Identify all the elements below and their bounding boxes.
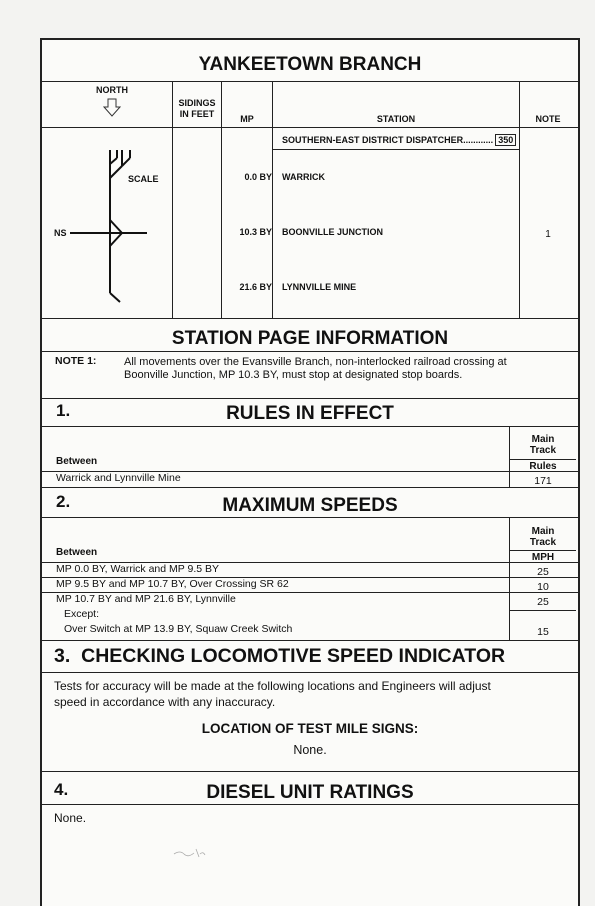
note-header: NOTE xyxy=(535,114,561,124)
speeds-except-value: 15 xyxy=(537,626,549,638)
sidings-header-line2: IN FEET xyxy=(179,109,215,119)
locomotive-text xyxy=(54,678,569,710)
sidings-header xyxy=(173,98,221,120)
speeds-row-label: MP 0.0 BY, Warrick and MP 9.5 BY xyxy=(56,563,220,575)
test-mile-signs-title: LOCATION OF TEST MILE SIGNS: xyxy=(201,721,419,736)
speeds-except-label: Over Switch at MP 13.9 BY, Squaw Creek Switch xyxy=(64,623,293,635)
dispatcher-text: SOUTHERN-EAST DISTRICT DISPATCHER............ xyxy=(282,135,494,145)
locomotive-text-line2: speed in accordance with any inaccuracy. xyxy=(54,695,276,709)
pencil-mark-icon xyxy=(172,846,206,860)
rules-title: RULES IN EFFECT xyxy=(226,403,394,424)
station-header: STATION xyxy=(376,114,416,124)
diesel-title: DIESEL UNIT RATINGS xyxy=(206,782,414,803)
note-text-line1: All movements over the Evansville Branch, non-interlocked railroad crossing at xyxy=(124,356,507,368)
station-mp: 0.0 BY xyxy=(244,172,272,182)
dispatcher-label xyxy=(282,135,516,145)
note-label: NOTE 1: xyxy=(55,355,97,367)
station-name: WARRICK xyxy=(282,172,325,182)
locomotive-heading xyxy=(54,645,505,668)
station-info-title: STATION PAGE INFORMATION xyxy=(171,328,449,349)
divider xyxy=(42,318,578,319)
speeds-col-main: Main xyxy=(531,526,555,537)
divider xyxy=(42,398,578,399)
speeds-row-value: 10 xyxy=(537,581,549,593)
divider xyxy=(510,550,576,551)
rules-number: 1. xyxy=(56,401,71,420)
divider xyxy=(510,610,576,611)
divider xyxy=(42,81,578,82)
speeds-col-header xyxy=(510,526,576,548)
locomotive-number: 3. xyxy=(54,645,71,667)
rules-row-label: Warrick and Lynnville Mine xyxy=(56,472,181,484)
rules-col-rules: Rules xyxy=(529,461,557,472)
speeds-row-label: MP 9.5 BY and MP 10.7 BY, Over Crossing SR 62 xyxy=(56,578,289,590)
rules-col-header xyxy=(510,434,576,456)
branch-title: YANKEETOWN BRANCH xyxy=(198,54,422,75)
note-text-line2: Boonville Junction, MP 10.3 BY, must stop at designated stop boards. xyxy=(124,369,463,381)
divider xyxy=(42,517,578,518)
station-name: LYNNVILLE MINE xyxy=(282,282,357,292)
locomotive-text-line1: Tests for accuracy will be made at the following locations and Engineers will adjust xyxy=(54,679,491,693)
speeds-except: Except: xyxy=(64,608,100,620)
divider xyxy=(42,672,578,673)
divider xyxy=(42,804,578,805)
rules-col-main: Main xyxy=(531,434,555,445)
timetable-page xyxy=(40,38,580,906)
track-diagram xyxy=(42,128,172,318)
diesel-number: 4. xyxy=(54,780,69,799)
rules-row-value: 171 xyxy=(534,475,552,487)
ns-label: NS xyxy=(54,228,67,238)
speeds-row-value: 25 xyxy=(537,566,549,578)
note-text xyxy=(124,356,569,382)
locomotive-title: CHECKING LOCOMOTIVE SPEED INDICATOR xyxy=(81,645,506,667)
north-label: NORTH xyxy=(96,85,128,95)
sidings-header-line1: SIDINGS xyxy=(178,98,216,108)
divider xyxy=(42,771,578,772)
divider xyxy=(42,351,578,352)
mp-header: MP xyxy=(240,114,254,124)
station-mp: 10.3 BY xyxy=(239,227,272,237)
divider xyxy=(273,149,519,150)
rules-between: Between xyxy=(56,456,98,467)
divider xyxy=(42,426,578,427)
scale-label: SCALE xyxy=(128,174,159,184)
station-name: BOONVILLE JUNCTION xyxy=(282,227,384,237)
speeds-title: MAXIMUM SPEEDS xyxy=(222,495,398,516)
rules-col-track: Track xyxy=(529,445,557,456)
speeds-row-value: 25 xyxy=(537,596,549,608)
diesel-value: None. xyxy=(54,811,87,825)
speeds-col-track: Track xyxy=(529,537,557,548)
speeds-row-label: MP 10.7 BY and MP 21.6 BY, Lynnville xyxy=(56,593,236,605)
divider xyxy=(510,459,576,460)
speeds-col-mph: MPH xyxy=(531,552,555,563)
divider xyxy=(42,487,578,488)
station-note-ref: 1 xyxy=(545,229,551,240)
divider xyxy=(42,640,578,641)
speeds-number: 2. xyxy=(56,492,71,511)
test-mile-signs-value: None. xyxy=(293,743,327,757)
dispatcher-channel: 350 xyxy=(495,134,516,146)
speeds-between: Between xyxy=(56,547,98,558)
station-mp: 21.6 BY xyxy=(239,282,272,292)
north-arrow-icon xyxy=(102,98,122,118)
